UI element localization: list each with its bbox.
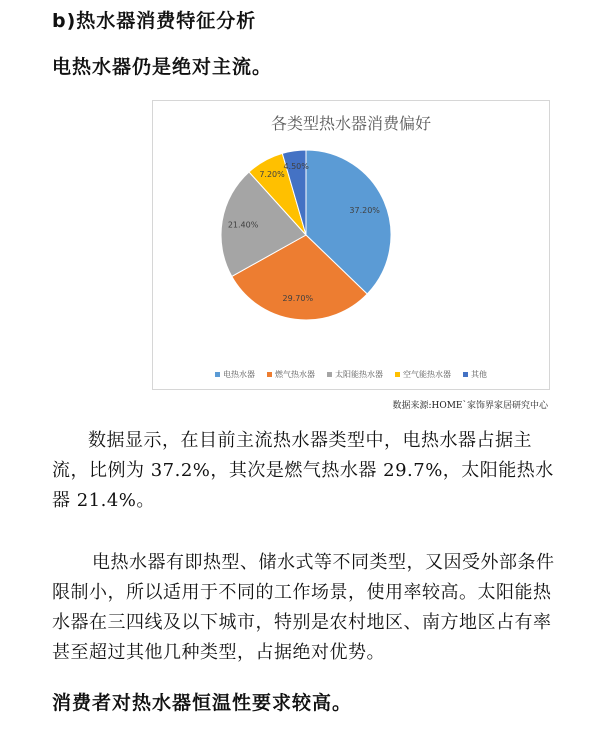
chart-title: 各类型热水器消费偏好 <box>270 114 431 133</box>
chart-container <box>152 100 550 390</box>
legend-swatch <box>463 372 468 377</box>
legend-label: 太阳能热水器 <box>335 370 383 379</box>
pie-label-2: 29.70% <box>282 294 314 304</box>
legend-label: 其他 <box>471 370 487 379</box>
legend-item <box>327 369 383 380</box>
legend-swatch <box>327 372 332 377</box>
legend-item <box>267 369 315 380</box>
legend-swatch <box>395 372 400 377</box>
legend-label: 燃气热水器 <box>275 370 315 379</box>
pie-label-1: 37.20% <box>349 206 380 216</box>
pie-chart <box>153 101 549 389</box>
legend-item <box>463 369 487 380</box>
sub-heading: 电热水器仍是绝对主流。 <box>52 56 273 78</box>
pie-label-3: 21.40% <box>227 220 259 230</box>
section-title: b)热水器消费特征分析 <box>52 10 257 32</box>
paragraph-2: 电热水器有即热型、储水式等不同类型，又因受外部条件限制小，所以适用于不同的工作场景，使用率较高。太阳能热水器在三四线及以下城市，特别是农村地区、南方地区占有率甚至超过其他几种类型，占据绝对优势。 <box>52 552 555 663</box>
paragraph-1: 数据显示，在目前主流热水器类型中，电热水器占据主流，比例为 37.2%，其次是燃气热水器 29.7%，太阳能热水器 21.4%。 <box>52 430 554 511</box>
pie-label-4: 7.20% <box>259 170 285 180</box>
legend-item <box>215 369 255 380</box>
legend-swatch <box>267 372 272 377</box>
pie-label-5: 4.50% <box>283 161 309 171</box>
chart-legend <box>153 369 549 380</box>
footer-heading: 消费者对热水器恒温性要求较高。 <box>52 692 353 714</box>
legend-swatch <box>215 372 220 377</box>
legend-item <box>395 369 451 380</box>
source-note: 数据来源:HOME`家饰界家居研究中心 <box>392 401 548 411</box>
legend-label: 电热水器 <box>223 370 255 379</box>
legend-label: 空气能热水器 <box>403 370 451 379</box>
